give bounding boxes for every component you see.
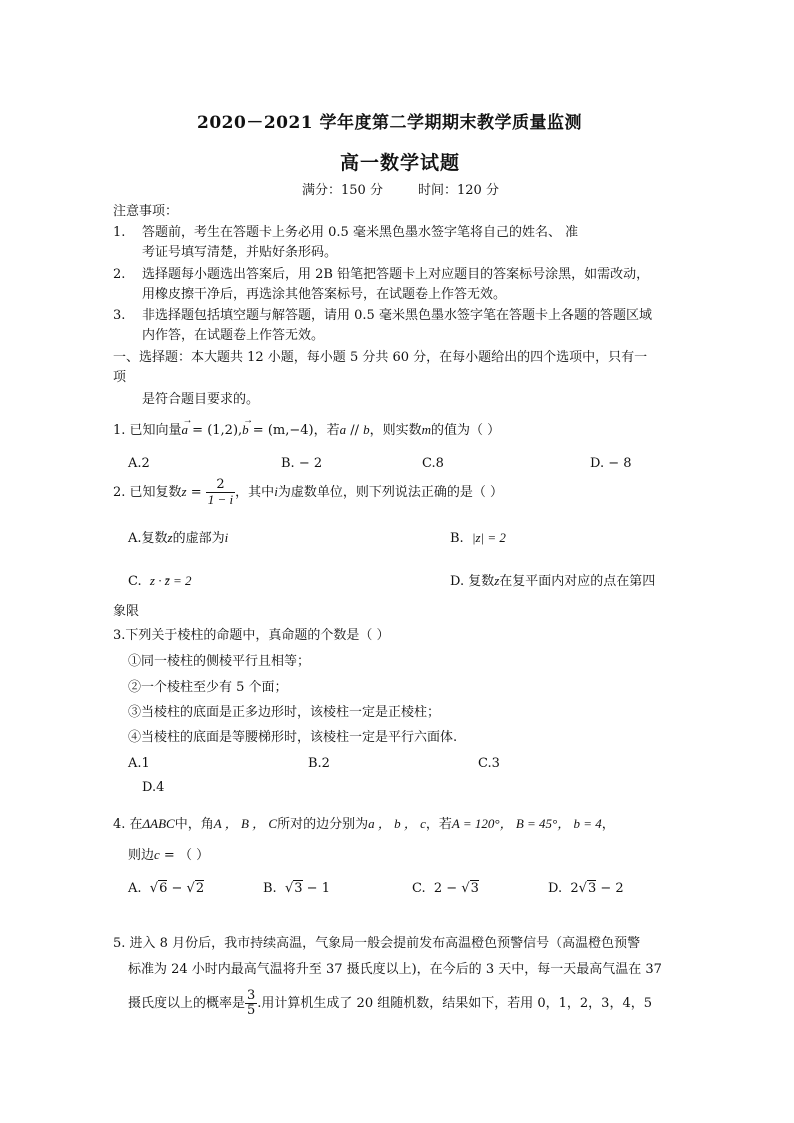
sides-abc: a ， b ， c [368,816,426,831]
q4-option-b[interactable] [263,880,330,898]
vector-b-ref: b [363,422,370,437]
variable-z: z [181,484,187,499]
q2-option-a-mid: 的虚部为 [172,531,225,546]
q5-line-3-pre: 摄氏度以上的概率是 [128,996,246,1011]
q1-option-a[interactable]: A.2 [128,456,150,471]
vector-arrow-icon: → [243,415,254,426]
q3-item-2: ②一个棱柱至少有 5 个面； [128,680,288,695]
vector-a-ref: a [339,422,347,437]
q4-text-5: ， [601,817,615,832]
variable-i: i [224,530,229,545]
section-1-heading: 一、选择题：本大题共 12 小题，每小题 5 分共 60 分，在每小题给出的四个选项中，只有一 [113,350,648,365]
fraction [206,478,235,507]
q4-option-a[interactable] [128,880,204,898]
q2-mid: ，其中 [235,485,275,500]
q2-option-b-math: |z| = 2 [471,530,506,545]
q3-option-d[interactable]: D.4 [142,780,165,795]
question-3-stem: 3.下列关于棱柱的命题中，真命题的个数是（ ） [113,628,390,643]
radicand: 6 [159,881,168,896]
note-3-line-2: 内作答，在试题卷上作答无效。 [142,328,325,343]
q2-equals: = [186,485,206,500]
question-1-stem [113,415,501,440]
question-5-line-3 [128,989,652,1018]
question-4-stem-line-2 [128,846,209,865]
q4-option-d-mid: − 2 [596,881,624,896]
fraction-denominator: 1 − i [207,492,234,507]
q4-option-b-mid: − 1 [302,881,330,896]
note-2-line-2: 用橡皮擦干净后，再选涂其他答案标号，在试题卷上作答无效。 [142,287,507,302]
q3-item-4: ④当棱柱的底面是等腰梯形时，该棱柱一定是平行六面体. [128,730,458,745]
angles-abc: A ， B ， C [213,816,278,831]
q2-option-d-wrap: 象限 [113,604,140,619]
notes-heading: 注意事项： [113,204,179,219]
q2-option-c-math: z · z̄ = 2 [149,573,192,588]
q2-option-d[interactable] [450,572,655,591]
q4-option-d[interactable] [548,880,624,898]
q4-text-2: 中，角 [174,817,214,832]
q4-option-c[interactable] [412,880,479,898]
q2-option-d-post: 在复平面内对应的点在第四 [499,574,656,589]
q4-option-d-label: D. [548,881,563,896]
q1-prefix: 1. 已知向量 [113,423,182,438]
q1-mid: ，若 [313,423,340,438]
sqrt-icon: √ [284,881,294,896]
fraction-numerator: 3 [247,988,256,1003]
variable-c: c [154,847,160,862]
variable-m: m [421,422,432,437]
full-score: 满分：150 分 [302,183,383,198]
q1-end: 的值为（ ） [431,423,501,438]
q2-option-a-text: A.复数 [128,531,168,546]
exam-title: 2020－2021 学年度第二学期期末教学质量监测 [197,113,583,133]
exam-subtitle: 高一数学试题 [340,152,461,174]
note-3-number: 3. [113,308,126,323]
section-1-heading-wrap: 项 [113,370,127,385]
q4-condition: A = 120°， B = 45°， b = 4 [451,816,602,831]
sqrt-icon: √ [578,881,587,896]
q4-option-a-mid: − [167,881,187,896]
q2-suffix: 为虚数单位，则下列说法正确的是（ ） [277,485,503,500]
q4-option-a-label: A. [128,881,142,896]
vector-arrow-icon: → [182,415,193,426]
note-1-line-2: 考证号填写清楚，并贴好条形码。 [142,245,338,260]
fraction-denominator: 5 [247,1003,256,1018]
sqrt-icon: √ [186,881,195,896]
exam-time: 时间：120 分 [418,183,499,198]
q4-option-c-label: C. [412,881,426,896]
vector-a: → a [182,422,189,437]
q3-item-3: ③当棱柱的底面是正多边形时，该棱柱一定是正棱柱； [128,705,441,720]
note-2-line-1: 选择题每小题选出答案后，用 2B 铅笔把答题卡上对应题目的答案标号涂黑，如需改动， [142,267,650,282]
q3-item-1: ①同一棱柱的侧棱平行且相等； [128,654,311,669]
question-5-line-1: 5. 进入 8 月份后，我市持续高温，气象局一般会提前发布高温橙色预警信号（高温橙色预警 [113,936,641,951]
q1-eq-b: = (m,−4) [248,423,314,438]
q5-line-3-post: .用计算机生成了 20 组随机数，结果如下，若用 0，1，2，3，4，5 [257,996,652,1011]
q4-prefix: 4. 在 [113,817,143,832]
q2-option-c-label: C. [128,574,142,589]
note-3-line-1: 非选择题包括填空题与解答题，请用 0.5 毫米黑色墨水签字笔在答题卡上各题的答题区域 [142,308,652,323]
q3-option-a[interactable]: A.1 [128,756,150,771]
q4-line-2-text: 则边 [128,848,155,863]
q2-option-b[interactable] [450,529,506,548]
question-5-line-2: 标准为 24 小时内最高气温将升至 37 摄氏度以上)，在今后的 3 天中，每一天最高气温在 37 [128,962,662,977]
q2-option-b-label: B. [450,531,464,546]
q2-option-a[interactable] [128,529,228,548]
q2-option-c[interactable] [128,572,192,591]
q2-option-d-text: D. 复数 [450,574,495,589]
q3-option-c[interactable]: C.3 [478,756,500,771]
radicand: 3 [294,881,303,896]
q4-option-c-pre: 2 − [433,881,462,896]
vector-b: → b [242,422,249,437]
q1-option-d[interactable]: D. − 8 [590,456,632,471]
q4-option-b-label: B. [263,881,277,896]
radicand: 2 [195,881,205,896]
q4-text-4: ，若 [425,817,452,832]
q2-prefix: 2. 已知复数 [113,485,182,500]
section-1-heading-line-3: 是符合题目要求的。 [142,392,260,407]
sqrt-icon: √ [149,881,159,896]
radicand: 3 [470,881,479,896]
note-1-line-1: 答题前，考生在答题卡上务必用 0.5 毫米黑色墨水签字笔将自己的姓名、 准 [142,225,579,240]
note-2-number: 2. [113,267,126,282]
q1-option-b[interactable]: B. − 2 [281,456,323,471]
question-4-stem [113,815,615,834]
q1-option-c[interactable]: C.8 [422,456,444,471]
parallel-symbol: // [346,423,364,438]
variable-z: z [494,573,500,588]
question-2-stem [113,478,503,507]
variable-z: z [167,530,173,545]
triangle-abc: ΔABC [142,816,175,831]
q4-option-d-pre: 2 [570,881,579,896]
q1-eq-a: = (1,2), [188,423,243,438]
variable-i: i [274,484,278,499]
q1-suffix: ，则实数 [369,423,422,438]
fraction-numerator: 2 [206,478,235,493]
fraction [245,989,257,1018]
sqrt-icon: √ [461,881,470,896]
q3-option-b[interactable]: B.2 [308,756,330,771]
radicand: 3 [587,881,597,896]
q4-text-3: 所对的边分别为 [277,817,369,832]
q4-line-2-end: = （ ） [159,848,210,863]
note-1-number: 1. [113,225,126,240]
